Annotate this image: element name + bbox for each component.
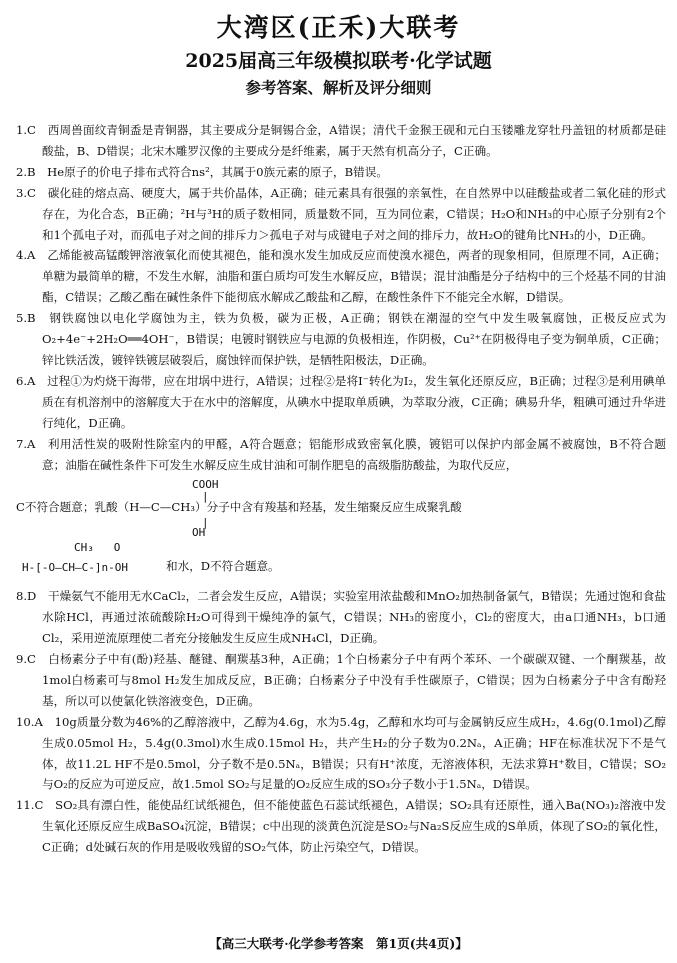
answer-item-4: 4.A 乙烯能被高锰酸钾溶液氧化而使其褪色，能和溴水发生加成反应而使溴水褪色，两者的现象相同，但原理不同，A正确；单糖为最简单的糖，不发生水解，油脂和蛋白质均可发生水解反应，B错误；混甘油酯是分子结构中的三个烃基不同的甘油酯，C错误；乙酸乙酯在碱性条件下能彻底水解成乙酸盐和乙醇，在酸性条件下不能完全水解，D错误。 (16, 248, 666, 305)
struct-bond-up: | (202, 490, 209, 504)
answer-item-9: 9.C 白杨素分子中有(酚)羟基、醚键、酮羰基3种，A正确；1个白杨素分子中有两个苯环、一个碳碳双键、一个酮羰基，故1mol白杨素可与8mol H₂发生加成反应，B正确；白杨素分子中没有手性碳原子，C错误；因为白杨素分子中含有酚羟基，所以可以使氯化铁溶液变色，D正确。 (16, 652, 666, 708)
polylactic-structure (16, 538, 666, 586)
exam-subtitle: 2025届高三年级模拟联考·化学试题 (185, 50, 492, 72)
answer-item-1: 1.C 西周兽面纹青铜盉是青铜器，其主要成分是铜锡合金，A错误；清代千金猴王砚和元白玉镂雕龙穿牡丹盖钮的材质都是硅酸盐，B、D错误；北宋木雕罗汉像的主要成分是纤维素，属于天然有机高分子，C正确。 (16, 123, 666, 158)
answer-item-7-end: 和水，D不符合题意。 (166, 559, 280, 574)
page-footer: 【高三大联考·化学参考答案 第1页(共4页)】 (209, 936, 468, 951)
answer-item-11: 11.C SO₂具有漂白性，能使品红试纸褪色，但不能使蓝色石蕊试纸褪色，A错误；SO₂具有还原性，通入Ba(NO₃)₂溶液中发生氧化还原反应生成BaSO₄沉淀，B错误；c中出现的淡黄色沉淀是SO₂与Na₂S反应生成的S单质，体现了SO₂的氧化性，C正确；d处碱石灰的作用是吸收残留的SO₂气体，防止污染空气，D错误。 (16, 798, 666, 855)
answer-item-2: 2.B He原子的价电子排布式符合ns²，其属于0族元素的原子，B错误。 (16, 164, 388, 179)
answer-item-7-cont: C不符合题意；乳酸（H—C—CH₃）分子中含有羧基和羟基，发生缩聚反应生成聚乳酸 (16, 500, 462, 515)
answer-item-6: 6.A 过程①为灼烧干海带，应在坩埚中进行，A错误；过程②是将I⁻转化为I₂，发生氧化还原反应，B正确；过程③是利用碘单质在有机溶剂中的溶解度大于在水中的溶解度，从碘水中提取单质碘，为萃取分液，C正确；碘易升华，粗碘可通过升华进行纯化，D正确。 (16, 373, 666, 430)
answer-item-8: 8.D 干燥氨气不能用无水CaCl₂，二者会发生反应，A错误；实验室用浓盐酸和MnO₂加热制备氯气，B错误；先通过饱和食盐水除HCl，再通过浓硫酸除H₂O可得到干燥纯净的氯气，C错误；NH₃的密度小，Cl₂的密度大，由a口通NH₃，b口通Cl₂，采用逆流原理使二者充分接触发生反应生成NH₄Cl，D正确。 (16, 589, 666, 646)
poly-line2: H-[-O—CH—C-]n-OH (22, 561, 128, 575)
exam-title: 大湾区(正禾)大联考 (216, 13, 461, 42)
answer-list (16, 120, 666, 858)
poly-line1: CH₃ O (74, 541, 121, 555)
struct-bond-down: | (202, 516, 209, 530)
answer-item-7: 7.A 利用活性炭的吸附性除室内的甲醛，A符合题意；铝能形成致密氧化膜，镀铝可以保护内部金属不被腐蚀，B不符合题意；油脂在碱性条件下可发生水解反应生成甘油和可制作肥皂的高级脂肪酸盐，为取代反应， (16, 436, 666, 472)
struct-oh: OH (192, 526, 206, 540)
section-title: 参考答案、解析及评分细则 (245, 78, 432, 97)
lactic-acid-structure (42, 475, 666, 540)
struct-cooh: COOH (192, 478, 219, 492)
answer-item-5: 5.B 钢铁腐蚀以电化学腐蚀为主，铁为负极，碳为正极，A正确；钢铁在潮湿的空气中发生吸氧腐蚀，正极反应式为O₂+4e⁻+2H₂O══4OH⁻，B错误；电镀时钢铁应与电源的负极相连，作阴极，Cu²⁺在阴极得电子变为铜单质，C正确；锌比铁活泼，镀锌铁镀层破裂后，腐蚀锌而保护铁，是牺牲阳极法，D正确。 (16, 311, 666, 367)
answer-item-10: 10.A 10g质量分数为46%的乙醇溶液中，乙醇为4.6g，水为5.4g，乙醇和水均可与金属钠反应生成H₂，4.6g(0.1mol)乙醇生成0.05mol H₂，5.4g(0.3mol)水生成0.15mol H₂，共产生H₂的分子数为0.2Nₐ，A正确；HF在标准状况下不是气体，故11.2L HF不是0.5mol，分子数不是0.5Nₐ，B错误；只有H⁺浓度，无溶液体积，无法求算H⁺数目，C错误；SO₂与O₂的反应为可逆反应，故1.5mol SO₂与足量的O₂反应生成的SO₃分子数小于1.5Nₐ，D错误。 (16, 714, 666, 792)
answer-item-3: 3.C 碳化硅的熔点高、硬度大，属于共价晶体，A正确；硅元素具有很强的亲氧性，在自然界中以硅酸盐或者二氧化硅的形式存在，为化合态，B正确；²H与³H的质子数相同，质量数不同，互为同位素，C错误；H₂O和NH₃的中心原子分别有2个和1个孤电子对，而孤电子对之间的排斥力＞孤电子对与成键电子对之间的排斥力，故H₂O的键角比NH₃的小，D正确。 (16, 185, 666, 242)
